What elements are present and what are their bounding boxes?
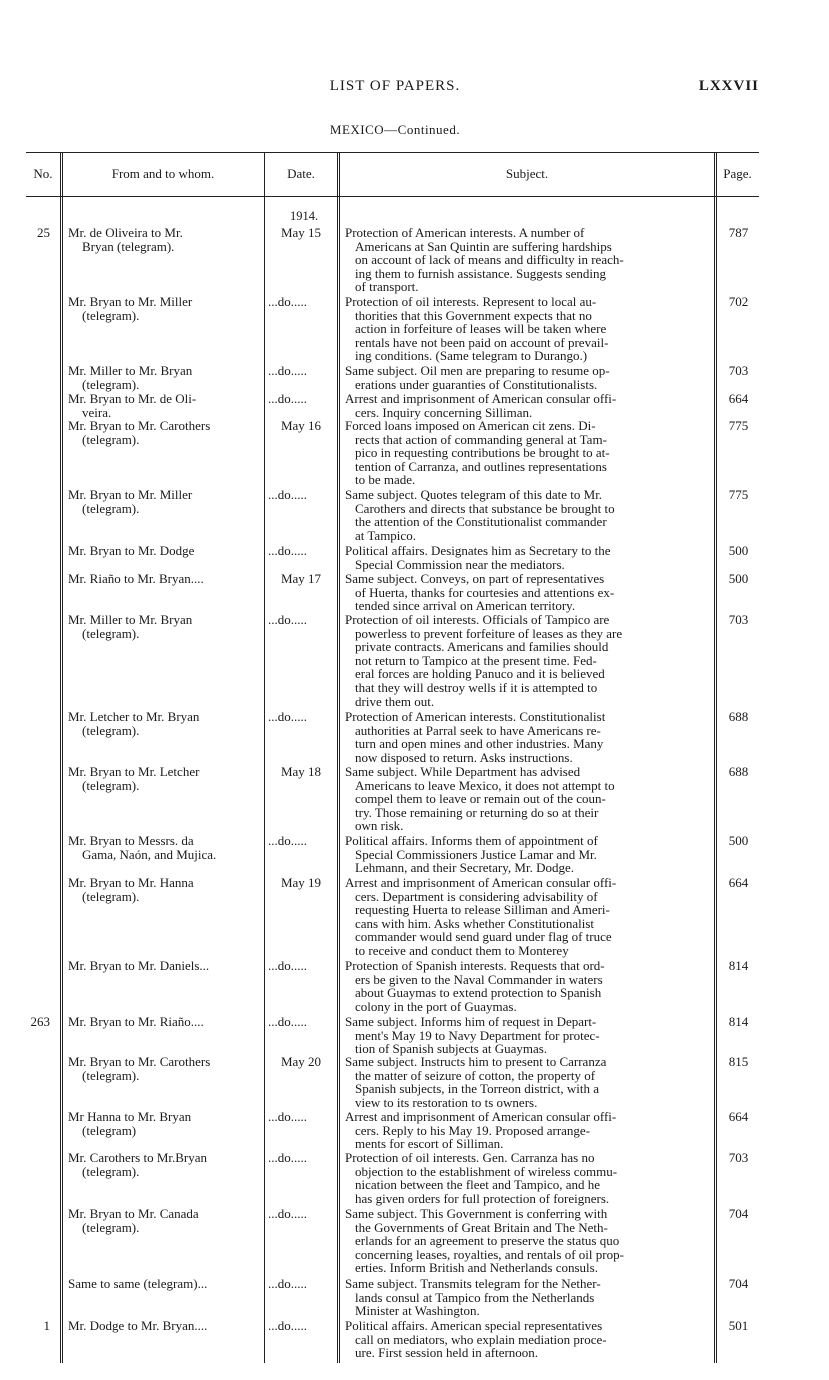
row-date: ...do..... bbox=[268, 294, 307, 309]
from-line: Mr. Bryan to Mr. Daniels... bbox=[68, 958, 210, 973]
subject-line: Protection of oil interests. Gen. Carranza has no bbox=[345, 1150, 595, 1165]
subject-line: compel them to leave or remain out of the coun- bbox=[355, 791, 606, 807]
row-subject bbox=[345, 876, 709, 958]
subject-line: Political affairs. Designates him as Secretary to the bbox=[345, 543, 611, 558]
from-line: Mr. Bryan to Mr. Miller bbox=[68, 294, 193, 309]
row-subject bbox=[345, 1319, 709, 1360]
row-from-to bbox=[68, 1110, 262, 1137]
row-number: 25 bbox=[37, 225, 50, 240]
row-subject bbox=[345, 392, 709, 419]
row-date: May 18 bbox=[280, 764, 322, 779]
row-date: ...do..... bbox=[268, 958, 307, 973]
row-date: ...do..... bbox=[268, 1206, 307, 1221]
row-page: 664 bbox=[728, 1109, 749, 1124]
subject-line: colony in the port of Guaymas. bbox=[355, 998, 517, 1014]
from-line: Mr. Letcher to Mr. Bryan bbox=[68, 709, 200, 724]
row-subject bbox=[345, 364, 709, 391]
row-from-to bbox=[68, 710, 262, 737]
column-header-subject: Subject. bbox=[505, 166, 549, 181]
subject-line: pico in requesting contributions be brought to at- bbox=[355, 445, 610, 461]
subject-line: Americans at San Quintin are suffering hardships bbox=[355, 238, 612, 254]
from-line: Mr. Miller to Mr. Bryan bbox=[68, 363, 193, 378]
subject-line: Special Commissioners Justice Lamar and Mr. bbox=[355, 846, 597, 862]
subject-line: Same subject. Conveys, on part of representatives bbox=[345, 571, 605, 586]
subject-line: Same subject. Quotes telegram of this date to Mr. bbox=[345, 487, 603, 502]
subject-line: at Tampico. bbox=[355, 527, 416, 543]
from-line: Mr. Bryan to Mr. Carothers bbox=[68, 418, 211, 433]
row-page: 500 bbox=[728, 571, 749, 586]
row-from-to bbox=[68, 959, 262, 973]
subject-line: action in forfeiture of leases will be taken where bbox=[355, 321, 607, 337]
subject-line: Arrest and imprisonment of American consular offi- bbox=[345, 391, 617, 406]
from-line: Mr. Bryan to Mr. Hanna bbox=[68, 875, 194, 890]
subject-line: ers be given to the Naval Commander in waters bbox=[355, 971, 603, 987]
subject-line: turn and open mines and other industries. Many bbox=[355, 736, 604, 752]
from-line: (telegram). bbox=[82, 1067, 140, 1083]
row-page: 704 bbox=[728, 1276, 749, 1291]
subject-line: Protection of Spanish interests. Requests that ord- bbox=[345, 958, 605, 973]
row-date: ...do..... bbox=[268, 543, 307, 558]
row-from-to bbox=[68, 613, 262, 640]
subject-line: of Huerta, thanks for courtesies and attentions ex- bbox=[355, 584, 615, 600]
subject-line: ments for escort of Silliman. bbox=[355, 1136, 504, 1152]
row-date: ...do..... bbox=[268, 709, 307, 724]
row-from-to bbox=[68, 392, 262, 419]
row-subject bbox=[345, 572, 709, 613]
subject-line: Same subject. Transmits telegram for the Nether- bbox=[345, 1276, 601, 1291]
row-date: May 16 bbox=[280, 418, 322, 433]
row-subject bbox=[345, 544, 709, 571]
subject-line: rentals have not been paid on account of prevail- bbox=[355, 334, 609, 350]
subject-line: powerless to prevent forfeiture of leases as they are bbox=[355, 625, 623, 641]
subject-line: Same subject. This Government is conferring with bbox=[345, 1206, 608, 1221]
row-page: 500 bbox=[728, 833, 749, 848]
row-from-to bbox=[68, 765, 262, 792]
subject-line: thorities that this Government expects that no bbox=[355, 307, 592, 323]
row-page: 703 bbox=[728, 1150, 749, 1165]
subject-line: lands consul at Tampico from the Netherlands bbox=[355, 1289, 595, 1305]
subject-line: objection to the establishment of wireless commu- bbox=[355, 1163, 618, 1179]
row-number: 263 bbox=[30, 1014, 50, 1029]
subject-line: Americans to leave Mexico, it does not attempt to bbox=[355, 777, 615, 793]
from-line: (telegram). bbox=[82, 431, 140, 447]
subject-line: Protection of American interests. Constitutionalist bbox=[345, 709, 606, 724]
row-from-to bbox=[68, 226, 262, 253]
row-page: 703 bbox=[728, 612, 749, 627]
from-line: Mr. Bryan to Mr. Miller bbox=[68, 487, 193, 502]
subject-line: view to its restoration to ts owners. bbox=[355, 1094, 538, 1110]
row-date: ...do..... bbox=[268, 487, 307, 502]
row-subject bbox=[345, 710, 709, 764]
from-line: Mr. Bryan to Mr. Letcher bbox=[68, 764, 200, 779]
subject-line: Arrest and imprisonment of American consular offi- bbox=[345, 875, 617, 890]
subject-line: Protection of American interests. A number of bbox=[345, 225, 585, 240]
row-date: May 17 bbox=[280, 571, 322, 586]
row-date: May 15 bbox=[280, 225, 322, 240]
row-from-to bbox=[68, 876, 262, 903]
row-subject bbox=[345, 295, 709, 363]
subject-line: Minister at Washington. bbox=[355, 1303, 480, 1319]
subject-line: erations under guaranties of Constitutionalists. bbox=[355, 376, 598, 392]
subject-line: Spanish subjects, in the Torreon district, with a bbox=[355, 1081, 600, 1097]
row-from-to bbox=[68, 1277, 262, 1291]
from-line: Mr. Bryan to Mr. Carothers bbox=[68, 1054, 211, 1069]
row-subject bbox=[345, 419, 709, 487]
subject-line: requesting Huerta to release Silliman and Ameri- bbox=[355, 902, 610, 918]
subject-line: to be made. bbox=[355, 472, 416, 488]
subject-line: Arrest and imprisonment of American consular offi- bbox=[345, 1109, 617, 1124]
from-line: (telegram). bbox=[82, 777, 140, 793]
subject-line: tion of Spanish subjects at Guaymas. bbox=[355, 1041, 548, 1057]
subject-line: Same subject. While Department has advised bbox=[345, 764, 581, 779]
subject-line: ment's May 19 to Navy Department for protec- bbox=[355, 1027, 600, 1043]
row-from-to bbox=[68, 1207, 262, 1234]
row-number: 1 bbox=[43, 1318, 50, 1333]
row-from-to bbox=[68, 544, 262, 558]
subject-line: Protection of oil interests. Represent to local au- bbox=[345, 294, 597, 309]
subject-line: to receive and conduct them to Monterey bbox=[355, 942, 569, 958]
table-header-rule bbox=[26, 196, 759, 197]
row-page: 775 bbox=[728, 418, 749, 433]
from-line: (telegram). bbox=[82, 376, 140, 392]
row-date: ...do..... bbox=[268, 1109, 307, 1124]
row-date: ...do..... bbox=[268, 391, 307, 406]
subject-line: commander would send guard under flag of truce bbox=[355, 929, 612, 945]
row-date: ...do..... bbox=[268, 1014, 307, 1029]
column-divider-no bbox=[60, 153, 63, 1363]
from-line: (telegram). bbox=[82, 722, 140, 738]
row-date: ...do..... bbox=[268, 1150, 307, 1165]
subject-line: Same subject. Informs him of request in Depart- bbox=[345, 1014, 597, 1029]
from-line: veira. bbox=[82, 404, 112, 420]
from-line: Mr. Bryan to Mr. Dodge bbox=[68, 543, 195, 558]
row-page: 688 bbox=[728, 764, 749, 779]
row-subject bbox=[345, 488, 709, 542]
row-date: ...do..... bbox=[268, 1276, 307, 1291]
subject-line: has given orders for full protection of foreigners. bbox=[355, 1190, 610, 1206]
row-from-to bbox=[68, 488, 262, 515]
subject-line: Same subject. Oil men are preparing to resume op- bbox=[345, 363, 610, 378]
from-line: (telegram). bbox=[82, 500, 140, 516]
from-line: Mr. de Oliveira to Mr. bbox=[68, 225, 183, 240]
from-line: Bryan (telegram). bbox=[82, 238, 175, 254]
subject-line: ing them to furnish assistance. Suggests sending bbox=[355, 265, 606, 281]
row-page: 814 bbox=[728, 1014, 749, 1029]
subject-line: the attention of the Constitutionalist commander bbox=[355, 514, 607, 530]
subject-line: the Governments of Great Britain and The Neth- bbox=[355, 1219, 608, 1235]
subject-line: Same subject. Instructs him to present to Carranza bbox=[345, 1054, 607, 1069]
subject-line: cans with him. Asks whether Constitutionalist bbox=[355, 915, 595, 931]
from-line: Mr. Bryan to Messrs. da bbox=[68, 833, 194, 848]
subject-line: private contracts. Americans and families should bbox=[355, 639, 609, 655]
subject-line: the matter of seizure of cotton, the property of bbox=[355, 1067, 596, 1083]
subject-line: cers. Inquiry concerning Silliman. bbox=[355, 404, 533, 420]
subject-line: of transport. bbox=[355, 279, 419, 295]
subject-line: concerning leases, royalties, and rentals of oil prop- bbox=[355, 1246, 624, 1262]
subject-line: Carothers and directs that substance be brought to bbox=[355, 500, 615, 516]
table-top-rule bbox=[26, 152, 759, 153]
row-subject bbox=[345, 1151, 709, 1205]
row-page: 814 bbox=[728, 958, 749, 973]
row-subject bbox=[345, 1277, 709, 1318]
subject-line: Forced loans imposed on American cit zens. Di- bbox=[345, 418, 596, 433]
row-date: ...do..... bbox=[268, 833, 307, 848]
subject-line: nication between the fleet and Tampico, and he bbox=[355, 1177, 601, 1193]
from-line: (telegram). bbox=[82, 1163, 140, 1179]
from-line: (telegram) bbox=[82, 1122, 137, 1138]
row-page: 664 bbox=[728, 391, 749, 406]
subject-line: call on mediators, who explain mediation proce- bbox=[355, 1331, 607, 1347]
row-page: 704 bbox=[728, 1206, 749, 1221]
column-header-date: Date. bbox=[287, 166, 315, 181]
row-page: 500 bbox=[728, 543, 749, 558]
row-subject bbox=[345, 1055, 709, 1109]
row-from-to bbox=[68, 419, 262, 446]
row-from-to bbox=[68, 834, 262, 861]
row-page: 703 bbox=[728, 363, 749, 378]
from-line: (telegram). bbox=[82, 307, 140, 323]
from-line: (telegram). bbox=[82, 888, 140, 904]
row-page: 688 bbox=[728, 709, 749, 724]
column-divider-from bbox=[264, 153, 265, 1363]
row-page: 787 bbox=[728, 225, 749, 240]
from-line: Mr. Bryan to Mr. Canada bbox=[68, 1206, 199, 1221]
subject-line: erlands for an agreement to preserve the status quo bbox=[355, 1233, 620, 1249]
from-line: Mr. Bryan to Mr. Riaño.... bbox=[68, 1014, 204, 1029]
subject-line: Protection of oil interests. Officials of Tampico are bbox=[345, 612, 610, 627]
subject-line: authorities at Parral seek to have Americans re- bbox=[355, 722, 601, 738]
row-subject bbox=[345, 959, 709, 1013]
row-subject bbox=[345, 1207, 709, 1275]
from-line: Mr. Miller to Mr. Bryan bbox=[68, 612, 193, 627]
subject-line: Special Commission near the mediators. bbox=[355, 556, 565, 572]
subject-line: on account of lack of means and difficulty in reach- bbox=[355, 252, 624, 268]
row-page: 702 bbox=[728, 294, 749, 309]
subject-line: own risk. bbox=[355, 818, 404, 834]
row-date: May 19 bbox=[280, 875, 322, 890]
row-from-to bbox=[68, 572, 262, 586]
subject-line: tention of Carranza, and outlines representations bbox=[355, 458, 607, 474]
from-line: Mr. Carothers to Mr.Bryan bbox=[68, 1150, 208, 1165]
from-line: Mr. Bryan to Mr. de Oli- bbox=[68, 391, 197, 406]
row-from-to bbox=[68, 295, 262, 322]
row-page: 775 bbox=[728, 487, 749, 502]
page-title: LIST OF PAPERS. bbox=[329, 78, 461, 94]
row-page: 664 bbox=[728, 875, 749, 890]
year-label: 1914. bbox=[289, 209, 319, 223]
subject-line: ure. First session held in afternoon. bbox=[355, 1345, 539, 1361]
column-header-from: From and to whom. bbox=[111, 166, 215, 181]
column-header-no: No. bbox=[33, 166, 53, 181]
row-date: ...do..... bbox=[268, 1318, 307, 1333]
from-line: Gama, Naón, and Mujica. bbox=[82, 846, 217, 862]
row-subject bbox=[345, 765, 709, 833]
row-date: May 20 bbox=[280, 1054, 322, 1069]
subject-line: now disposed to return. Asks instructions. bbox=[355, 749, 573, 765]
subject-line: try. Those remaining or returning do so at their bbox=[355, 804, 599, 820]
from-line: Same to same (telegram)... bbox=[68, 1276, 208, 1291]
column-header-page: Page. bbox=[723, 166, 752, 181]
subject-line: drive them out. bbox=[355, 693, 435, 709]
row-from-to bbox=[68, 1015, 262, 1029]
subject-line: cers. Reply to his May 19. Proposed arrange- bbox=[355, 1122, 591, 1138]
row-date: ...do..... bbox=[268, 612, 307, 627]
row-page: 815 bbox=[728, 1054, 749, 1069]
subject-line: not return to Tampico at the present time. Fed- bbox=[355, 652, 597, 668]
subject-line: about Guaymas to extend protection to Spanish bbox=[355, 985, 602, 1001]
subject-line: eral forces are holding Panuco and it is believed bbox=[355, 666, 605, 682]
subject-line: that they will destroy wells if it is attempted to bbox=[355, 679, 598, 695]
from-line: (telegram). bbox=[82, 625, 140, 641]
row-date: ...do..... bbox=[268, 363, 307, 378]
section-title: MEXICO—Continued. bbox=[329, 122, 461, 137]
row-from-to bbox=[68, 1055, 262, 1082]
subject-line: erties. Inform British and Netherlands consuls. bbox=[355, 1260, 598, 1276]
row-subject bbox=[345, 613, 709, 708]
column-divider-date bbox=[337, 153, 340, 1363]
row-from-to bbox=[68, 1151, 262, 1178]
row-page: 501 bbox=[728, 1318, 749, 1333]
subject-line: cers. Department is considering advisability of bbox=[355, 888, 598, 904]
subject-line: rects that action of commanding general at Tam- bbox=[355, 431, 607, 447]
subject-line: Political affairs. Informs them of appointment of bbox=[345, 833, 598, 848]
subject-line: tended since arrival on American territory. bbox=[355, 598, 576, 614]
from-line: Mr. Riaño to Mr. Bryan.... bbox=[68, 571, 204, 586]
subject-line: ing conditions. (Same telegram to Durango.) bbox=[355, 348, 588, 364]
row-subject bbox=[345, 834, 709, 875]
from-line: Mr. Dodge to Mr. Bryan.... bbox=[68, 1318, 208, 1333]
row-subject bbox=[345, 1110, 709, 1151]
row-from-to bbox=[68, 1319, 262, 1333]
page-number: LXXVII bbox=[698, 78, 759, 94]
subject-line: Lehmann, and their Secretary, Mr. Dodge. bbox=[355, 860, 575, 876]
from-line: Mr Hanna to Mr. Bryan bbox=[68, 1109, 192, 1124]
row-subject bbox=[345, 1015, 709, 1056]
from-line: (telegram). bbox=[82, 1219, 140, 1235]
column-divider-subject bbox=[714, 153, 717, 1363]
subject-line: Political affairs. American special representatives bbox=[345, 1318, 603, 1333]
row-subject bbox=[345, 226, 709, 294]
row-from-to bbox=[68, 364, 262, 391]
